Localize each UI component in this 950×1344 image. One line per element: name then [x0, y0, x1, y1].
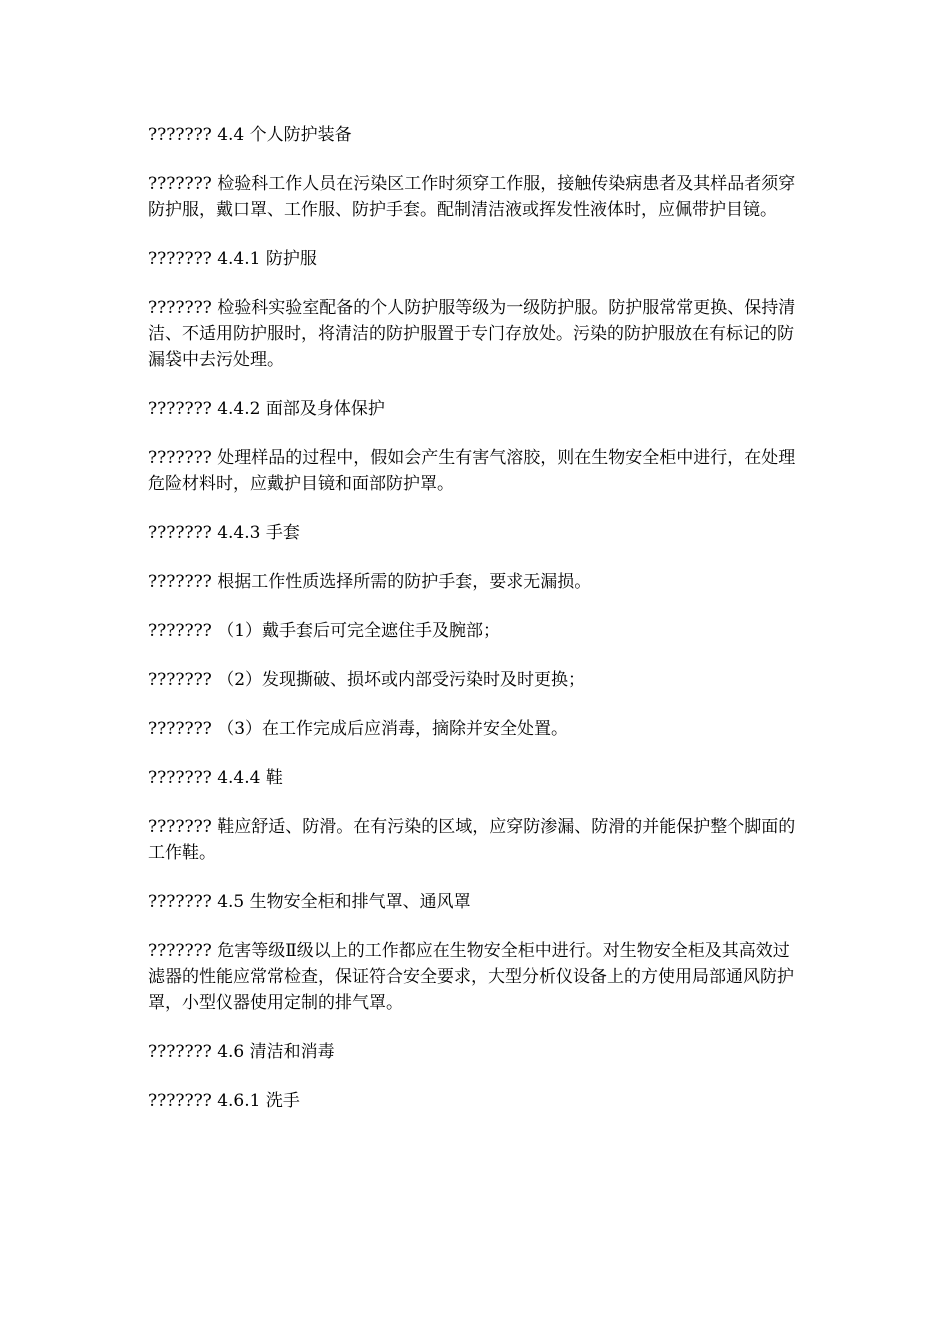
section-heading-4-4-3: ??????? 4.4.3 手套	[148, 523, 300, 543]
paragraph-protective-clothing: ??????? 检验科实验室配备的个人防护服等级为一级防护服。防护服常常更换、保持清洁、不适用防护服时，将清洁的防护服置于专门存放处。污染的防护服放在有标记的防漏袋中去污处理。	[148, 298, 796, 370]
paragraph-face-body-protection: ??????? 处理样品的过程中，假如会产生有害气溶胶，则在生物安全柜中进行，在处理危险材料时，应戴护目镜和面部防护罩。	[148, 448, 796, 494]
section-heading-4-6-1: ??????? 4.6.1 洗手	[148, 1091, 300, 1111]
list-item-gloves-3: ??????? （3）在工作完成后应消毒，摘除并安全处置。	[148, 719, 569, 739]
paragraph-biosafety-cabinet: ??????? 危害等级Ⅱ级以上的工作都应在生物安全柜中进行。对生物安全柜及其高效过滤器的性能应常常检查，保证符合安全要求，大型分析仪设备上的方使用局部通风防护罩，小型仪器使用定制的排气罩。	[148, 941, 794, 1013]
list-item-gloves-1: ??????? （1）戴手套后可完全遮住手及腕部；	[148, 621, 501, 641]
paragraph-ppe-overview: ??????? 检验科工作人员在污染区工作时须穿工作服，接触传染病患者及其样品者须穿防护服，戴口罩、工作服、防护手套。配制清洁液或挥发性液体时，应佩带护目镜。	[148, 174, 796, 220]
paragraph-gloves: ??????? 根据工作性质选择所需的防护手套，要求无漏损。	[148, 572, 592, 592]
list-item-gloves-2: ??????? （2）发现撕破、损坏或内部受污染时及时更换；	[148, 670, 586, 690]
section-heading-4-4-1: ??????? 4.4.1 防护服	[148, 249, 317, 269]
section-heading-4-4: ??????? 4.4 个人防护装备	[148, 125, 352, 145]
paragraph-shoes: ??????? 鞋应舒适、防滑。在有污染的区域，应穿防渗漏、防滑的并能保护整个脚面的工作鞋。	[148, 817, 796, 863]
section-heading-4-4-2: ??????? 4.4.2 面部及身体保护	[148, 399, 385, 419]
document-page	[148, 122, 804, 1137]
section-heading-4-4-4: ??????? 4.4.4 鞋	[148, 768, 283, 788]
section-heading-4-6: ??????? 4.6 清洁和消毒	[148, 1042, 335, 1062]
section-heading-4-5: ??????? 4.5 生物安全柜和排气罩、通风罩	[148, 892, 471, 912]
